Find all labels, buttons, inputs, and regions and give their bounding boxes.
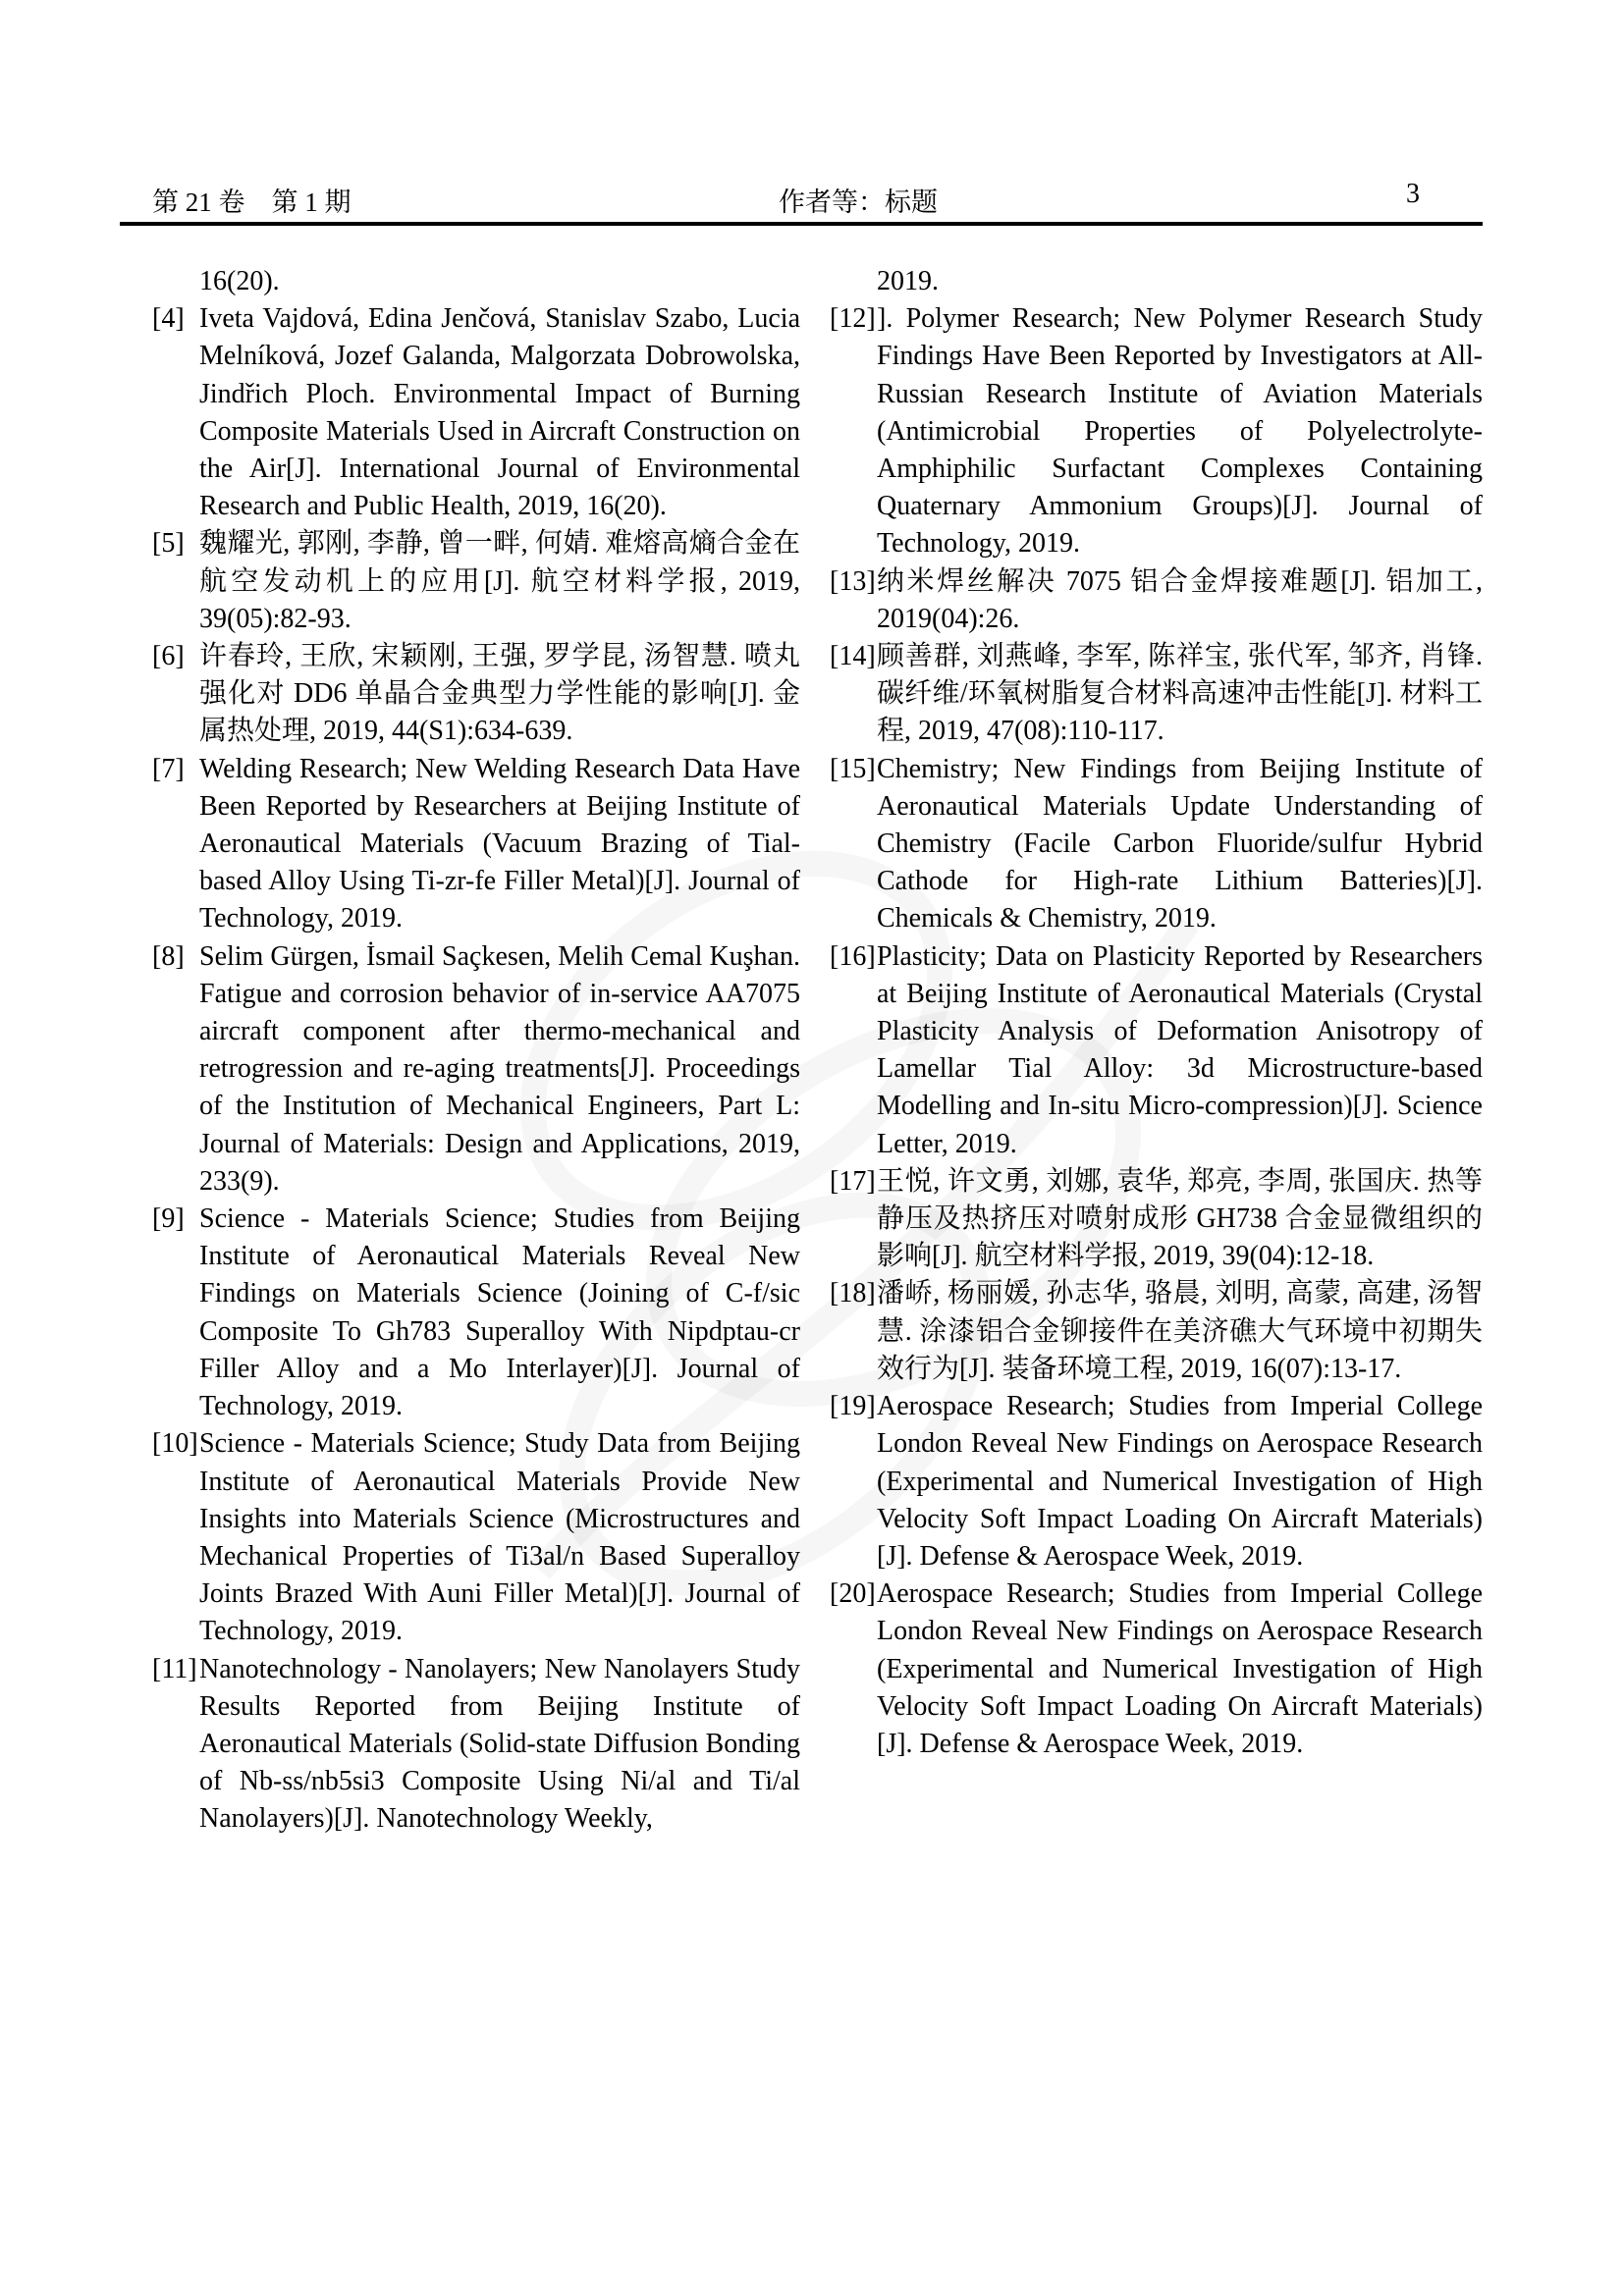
reference-item — [830, 1163, 1483, 1276]
reference-item — [830, 300, 1483, 562]
reference-number: [12] — [830, 303, 876, 335]
reference-text: 纳米焊丝解决 7075 铝合金焊接难题[J]. 铝加工, 2019(04):26. — [877, 565, 1483, 634]
reference-text: Science - Materials Science; Studies from Beijing Institute of Aeronautical Materials Reveal New Findings on Materials Science (Joining of C-f/sic Composite To Gh783 Superalloy With Nipdptau-cr Filler Alloy and a Mo Interlayer)[J]. Journal of Technology, 2019. — [199, 1203, 800, 1422]
reference-text: Iveta Vajdová, Edina Jenčová, Stanislav Szabo, Lucia Melníková, Jozef Galanda, Malgorzata Dobrowolska, Jindřich Ploch. Environmental Impact of Burning Composite Materials Used in Aircraft Construction on the Air[J]. International Journal of Environmental Research and Public Health, 2019, 16(20). — [199, 303, 800, 522]
reference-number: [8] — [152, 940, 185, 972]
reference-text: 顾善群, 刘燕峰, 李军, 陈祥宝, 张代军, 邹齐, 肖锋. 碳纤维/环氧树脂复合材料高速冲击性能[J]. 材料工程, 2019, 47(08):110-117. — [877, 641, 1483, 747]
reference-number: [14] — [830, 641, 876, 672]
header-rule — [120, 222, 1483, 226]
reference-item — [830, 263, 1483, 300]
reference-number: [11] — [152, 1653, 197, 1684]
reference-item — [830, 751, 1483, 938]
reference-text: Aerospace Research; Studies from Imperial College London Reveal New Findings on Aerospace Research (Experimental and Numerical Investigation of High Velocity Soft Impact Loading On Aircraft Materials)[J]. Defense & Aerospace Week, 2019. — [877, 1578, 1483, 1759]
reference-item — [152, 300, 800, 525]
reference-text: Plasticity; Data on Plasticity Reported by Researchers at Beijing Institute of Aeronautical Materials (Crystal Plasticity Analysis of Deformation Anisotropy of Lamellar Tial Alloy: 3d Microstructure-based Modelling and In-situ Micro-compression)[J]. Science Letter, 2019. — [877, 940, 1483, 1159]
reference-number: [4] — [152, 303, 185, 335]
reference-item — [830, 638, 1483, 751]
reference-item — [830, 1575, 1483, 1763]
reference-number: [18] — [830, 1278, 876, 1309]
reference-text: Aerospace Research; Studies from Imperial College London Reveal New Findings on Aerospace Research (Experimental and Numerical Investigation of High Velocity Soft Impact Loading On Aircraft Materials)[J]. Defense & Aerospace Week, 2019. — [877, 1391, 1483, 1572]
reference-number: [10] — [152, 1428, 198, 1460]
reference-number: [7] — [152, 753, 185, 784]
reference-number: [5] — [152, 528, 185, 560]
reference-text: Welding Research; New Welding Research Data Have Been Reported by Researchers at Beijing Institute of Aeronautical Materials (Vacuum Brazing of Tial-based Alloy Using Ti-zr-fe Filler Metal)[J]. Journal of Technology, 2019. — [199, 753, 800, 934]
reference-text: 16(20). — [199, 266, 280, 296]
reference-number: [20] — [830, 1578, 876, 1610]
reference-text: Science - Materials Science; Study Data from Beijing Institute of Aeronautical Materials Provide New Insights into Materials Science (Microstructures and Mechanical Properties of Ti3al/n Based Superalloy Joints Brazed With Auni Filler Metal)[J]. Journal of Technology, 2019. — [199, 1428, 800, 1647]
reference-text: 2019. — [877, 266, 939, 296]
reference-item — [152, 751, 800, 938]
reference-item — [830, 1388, 1483, 1575]
reference-text: ]. Polymer Research; New Polymer Research Study Findings Have Been Reported by Investigators at All-Russian Research Institute of Aviation Materials (Antimicrobial Properties of Polyelectrolyte-Amphiphilic Surfactant Complexes Containing Quaternary Ammonium Groups)[J]. Journal of Technology, 2019. — [877, 303, 1483, 560]
references-column-right — [830, 263, 1483, 1763]
reference-text: Nanotechnology - Nanolayers; New Nanolayers Study Results Reported from Beijing Institute of Aeronautical Materials (Solid-state Diffusion Bonding of Nb-ss/nb5si3 Composite Using Ni/al and Ti/al Nanolayers)[J]. Nanotechnology Weekly, — [199, 1653, 800, 1835]
reference-item — [152, 1201, 800, 1425]
reference-number: [16] — [830, 940, 876, 972]
reference-item — [152, 525, 800, 638]
header-volume-issue: 第 21 卷 第 1 期 — [152, 187, 352, 217]
references-column-left — [152, 263, 800, 1839]
header-page-number: 3 — [1406, 179, 1420, 209]
reference-number: [9] — [152, 1203, 185, 1235]
reference-number: [19] — [830, 1391, 876, 1422]
reference-number: [6] — [152, 641, 185, 672]
header-running-title: 作者等：标题 — [779, 187, 938, 217]
reference-item — [152, 638, 800, 751]
reference-text: 王悦, 许文勇, 刘娜, 袁华, 郑亮, 李周, 张国庆. 热等静压及热挤压对喷射成形 GH738 合金显微组织的影响[J]. 航空材料学报, 2019, 39(04):12-18. — [877, 1165, 1483, 1272]
reference-item — [830, 563, 1483, 638]
reference-item — [152, 1425, 800, 1650]
reference-item — [152, 263, 800, 300]
reference-text: 魏耀光, 郭刚, 李静, 曾一畔, 何婧. 难熔高熵合金在航空发动机上的应用[J]. 航空材料学报, 2019, 39(05):82-93. — [199, 528, 800, 634]
reference-number: [15] — [830, 753, 876, 784]
reference-item — [152, 1651, 800, 1839]
reference-item — [830, 938, 1483, 1163]
reference-text: 潘峤, 杨丽媛, 孙志华, 骆晨, 刘明, 高蒙, 高建, 汤智慧. 涂漆铝合金铆接件在美济礁大气环境中初期失效行为[J]. 装备环境工程, 2019, 16(07):13-17. — [877, 1278, 1483, 1384]
reference-item — [830, 1275, 1483, 1388]
reference-text: Chemistry; New Findings from Beijing Institute of Aeronautical Materials Update Understanding of Chemistry (Facile Carbon Fluoride/sulfur Hybrid Cathode for High-rate Lithium Batteries)[J]. Chemicals & Chemistry, 2019. — [877, 753, 1483, 934]
reference-number: [13] — [830, 565, 876, 597]
reference-text: Selim Gürgen, İsmail Saçkesen, Melih Cemal Kuşhan. Fatigue and corrosion behavior of in-service AA7075 aircraft component after thermo-mechanical and retrogression and re-aging treatments[J]. Proceedings of the Institution of Mechanical Engineers, Part L: Journal of Materials: Design and Applications, 2019, 233(9). — [199, 940, 800, 1197]
reference-number: [17] — [830, 1165, 876, 1197]
reference-text: 许春玲, 王欣, 宋颖刚, 王强, 罗学昆, 汤智慧. 喷丸强化对 DD6 单晶合金典型力学性能的影响[J]. 金属热处理, 2019, 44(S1):634-639. — [199, 641, 800, 747]
reference-item — [152, 938, 800, 1201]
